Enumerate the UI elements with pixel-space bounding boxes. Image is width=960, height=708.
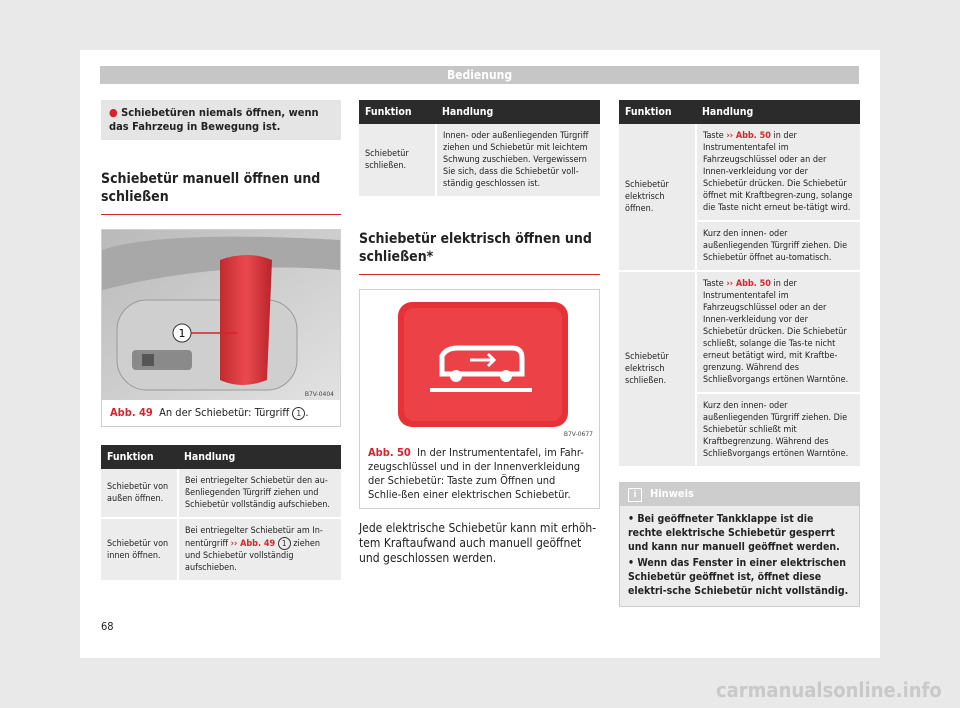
- action-text: ziehen und Schiebetür vollständig aufschieben.: [185, 539, 321, 573]
- col-header-handlung: Handlung: [436, 100, 600, 124]
- function-cell: Schiebetür schließen.: [359, 124, 436, 197]
- info-icon: i: [628, 488, 642, 502]
- bullet-icon: ●: [109, 106, 118, 119]
- action-text: in der Instrumententafel im Fahrzeugschlüssel oder an der Innen-verkleidung vor der Schiebetür drücken. Die Schiebetür öffnet mit Kraftbegren-zung, solange die Taste nicht erneut be-tätigt wird.: [703, 131, 853, 213]
- table-row: [359, 124, 600, 197]
- table-row: [619, 271, 860, 393]
- action-cell: Kurz den innen- oder außenliegenden Türgriff ziehen. Die Schiebetür schließt mit Kraftbegrenzung. Während des Schließvorgangs ertönen Warntöne.: [696, 393, 860, 467]
- table-row: [101, 469, 341, 518]
- list-item: • Wenn das Fenster in einer elektrischen Schiebetür geöffnet ist, öffnet diese elektri-sche Schiebetür nicht vollständig.: [628, 557, 849, 597]
- figure-code: B7V-0677: [563, 431, 593, 438]
- hinweis-title: Hinweis: [650, 487, 694, 500]
- col-header-funktion: Funktion: [359, 100, 436, 124]
- col-header-handlung: Handlung: [696, 100, 860, 124]
- caption-text: In der Instrumententafel, im Fahr-zeugschlüssel und in der Innenverkleidung der Schiebetür: Taste zum Öffnen und Schlie-ßen einer elektrischen Schiebetür.: [368, 446, 584, 501]
- action-text: Taste: [703, 131, 724, 141]
- action-text: Taste: [703, 279, 724, 289]
- section-title-manual: Schiebetür manuell öffnen und schließen: [101, 170, 341, 215]
- column-1: [101, 100, 341, 582]
- figure-link[interactable]: ›› Abb. 50: [726, 279, 771, 289]
- action-cell: Kurz den innen- oder außenliegenden Türgriff ziehen. Die Schiebetür öffnet au-tomatisch.: [696, 221, 860, 271]
- figure-label: Abb. 49: [110, 406, 153, 419]
- col-header-handlung: Handlung: [178, 445, 341, 469]
- figure-caption: Abb. 49 An der Schiebetür: Türgriff 1 .: [110, 406, 309, 419]
- action-text: Bei entriegelter Schiebetür am In-nentürgriff: [185, 526, 323, 549]
- close-table: [359, 100, 600, 198]
- electric-table: [619, 100, 860, 468]
- warning-box: [101, 100, 341, 140]
- page-number: 68: [101, 620, 114, 633]
- action-cell: [696, 271, 860, 393]
- manual-table: [101, 445, 341, 582]
- figure-label: Abb. 50: [368, 446, 411, 459]
- callout-ref: 1: [292, 407, 305, 420]
- action-cell: [696, 124, 860, 221]
- column-2: [359, 100, 600, 566]
- hinweis-header: [620, 483, 859, 506]
- function-cell: Schiebetür elektrisch öffnen.: [619, 124, 696, 271]
- section-title-electric: Schiebetür elektrisch öffnen und schließen*: [359, 230, 600, 275]
- figure-code: B7V-0404: [304, 391, 334, 398]
- warning-text: Schiebetüren niemals öffnen, wenn das Fahrzeug in Bewegung ist.: [109, 106, 319, 133]
- figure-callout: 1: [178, 327, 186, 340]
- figure-link[interactable]: ›› Abb. 50: [726, 131, 771, 141]
- caption-text: An der Schiebetür: Türgriff: [159, 406, 290, 419]
- list-item: • Bei geöffneter Tankklappe ist die rechte elektrische Schiebetür gesperrt und kann nur manuell geöffnet werden.: [628, 513, 840, 553]
- figure-abb49: [101, 229, 341, 427]
- action-cell: Innen- oder außenliegenden Türgriff ziehen und Schiebetür mit leichtem Schwung zuschieben. Vergewissern Sie sich, dass die Schiebetür voll-ständig geschlossen ist.: [436, 124, 600, 197]
- col-header-funktion: Funktion: [101, 445, 178, 469]
- page-header: Bedienung: [100, 66, 859, 84]
- hinweis-box: [619, 482, 860, 607]
- callout-ref: 1: [278, 537, 291, 550]
- figure-link[interactable]: ›› Abb. 49: [230, 539, 276, 549]
- hinweis-list: [620, 506, 859, 606]
- action-cell: Bei entriegelter Schiebetür den au-ßenliegenden Türgriff ziehen und Schiebetür vollständig aufschieben.: [178, 469, 341, 518]
- column-3: [619, 100, 860, 607]
- button-image: [360, 290, 599, 440]
- function-cell: Schiebetür von innen öffnen.: [101, 518, 178, 581]
- figure-abb50: [359, 289, 600, 509]
- action-text: in der Instrumententafel im Fahrzeugschlüssel oder an der Innen-verkleidung vor der Schiebetür drücken. Die Schiebetür schließt, solange die Tas-te nicht erneut betätigt wird, mit Kraftbe-grenzung. Während des Schließvorgangs ertönen Warntöne.: [703, 279, 849, 385]
- footer-watermark: carmanualsonline.info: [716, 678, 942, 702]
- action-cell: [178, 518, 341, 581]
- door-handle-image: [102, 230, 340, 400]
- function-cell: Schiebetür elektrisch schließen.: [619, 271, 696, 467]
- list-item-text: Bei geöffneter Tankklappe ist die rechte elektrische Schiebetür gesperrt und kann nur manuell geöffnet werden.: [628, 513, 840, 553]
- col-header-funktion: Funktion: [619, 100, 696, 124]
- body-paragraph: Jede elektrische Schiebetür kann mit erhöh-tem Kraftaufwand auch manuell geöffnet und geschlossen werden.: [359, 521, 597, 565]
- figure-caption: [360, 440, 599, 508]
- function-cell: Schiebetür von außen öffnen.: [101, 469, 178, 518]
- table-row: [101, 518, 341, 581]
- table-row: [619, 124, 860, 221]
- list-item-text: Wenn das Fenster in einer elektrischen Schiebetür geöffnet ist, öffnet diese elektri-sche Schiebetür nicht vollständig.: [628, 557, 849, 597]
